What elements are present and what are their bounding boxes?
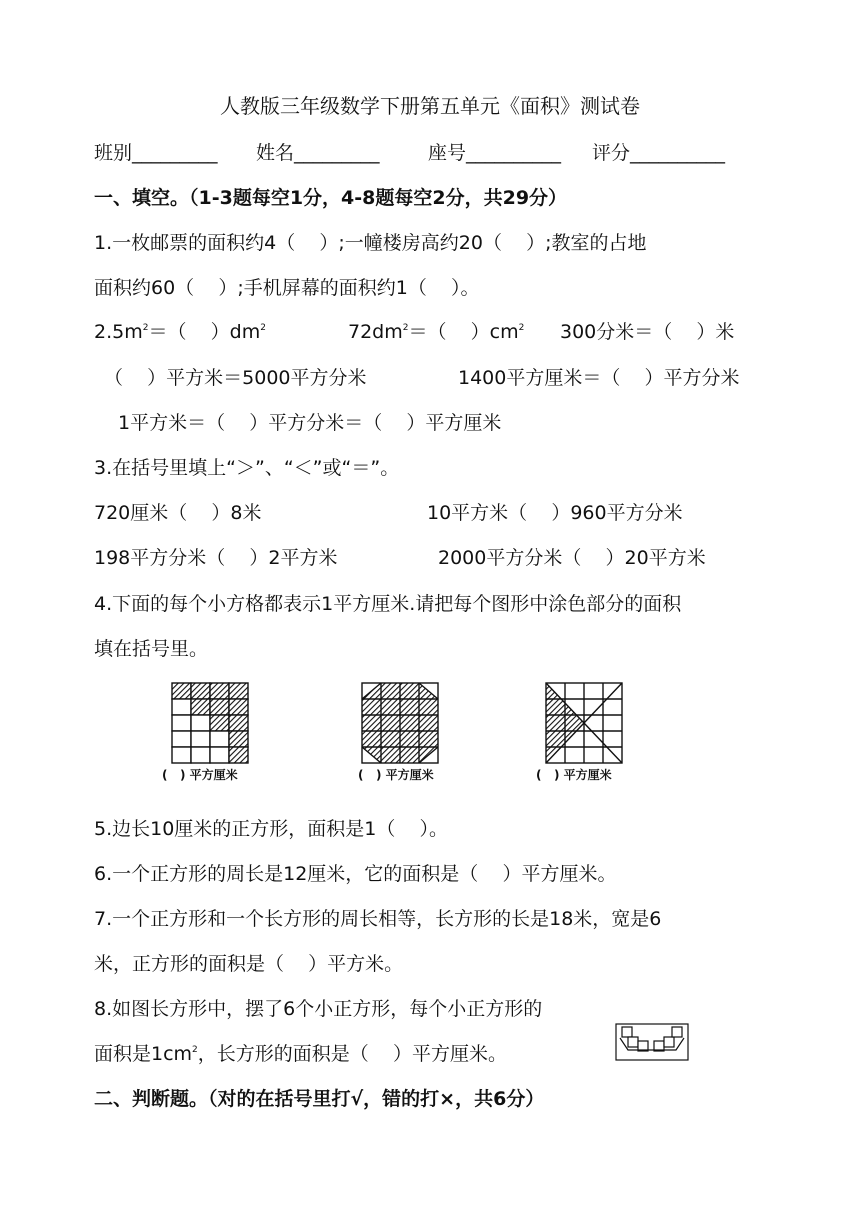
figure3-grid — [546, 683, 622, 763]
q2-b-post: ＝（ ）cm — [408, 321, 519, 343]
class-field: 班别_________ — [94, 142, 218, 164]
seat-field: 座号__________ — [428, 142, 562, 164]
q2-a-sup2: 2 — [260, 323, 266, 333]
q2-b-sup2: 2 — [518, 323, 525, 333]
figure3-caption: ( ) 平方厘米 — [536, 768, 612, 782]
q3-stem: 3.在括号里填上“＞”、“＜”或“＝”。 — [94, 457, 400, 479]
page-title: 人教版三年级数学下册第五单元《面积》测试卷 — [220, 94, 640, 118]
q2-b-sup: 2 — [402, 323, 409, 333]
q3-d: 2000平方分米（ ）20平方米 — [438, 547, 706, 569]
name-field: 姓名_________ — [256, 142, 380, 164]
q1-line1: 1.一枚邮票的面积约4（ ）;一幢楼房高约20（ ）;教室的占地 — [94, 232, 647, 254]
q6: 6.一个正方形的周长是12厘米，它的面积是（ ）平方厘米。 — [94, 863, 617, 885]
q4-line2: 填在括号里。 — [94, 638, 209, 660]
q2-a-post: ＝（ ）dm — [148, 321, 261, 343]
figure1-grid — [172, 683, 248, 763]
q8-line2-sup: 2 — [192, 1045, 198, 1055]
figure1-caption: ( ) 平方厘米 — [162, 768, 238, 782]
q5: 5.边长10厘米的正方形，面积是1（ ）。 — [94, 818, 449, 840]
figure2-caption: ( ) 平方厘米 — [358, 768, 434, 782]
q2-f: 1平方米＝（ ）平方分米＝（ ）平方厘米 — [118, 412, 502, 434]
q2-b — [348, 320, 524, 344]
q1-line2: 面积约60（ ）;手机屏幕的面积约1（ ）。 — [94, 277, 480, 299]
q7-line1: 7.一个正方形和一个长方形的周长相等，长方形的长是18米，宽是6 — [94, 908, 662, 930]
q8-line1: 8.如图长方形中，摆了6个小正方形，每个小正方形的 — [94, 998, 543, 1020]
q8-figure — [616, 1024, 688, 1060]
q2-e: 1400平方厘米＝（ ）平方分米 — [458, 367, 740, 389]
q3-b: 10平方米（ ）960平方分米 — [427, 502, 683, 524]
section2-heading: 二、判断题。（对的在括号里打√，错的打×，共6分） — [94, 1088, 545, 1110]
score-field: 评分__________ — [592, 142, 726, 164]
q3-a: 720厘米（ ）8米 — [94, 502, 262, 524]
q2-a — [94, 320, 266, 344]
q3-c: 198平方分米（ ）2平方米 — [94, 547, 338, 569]
q4-line1: 4.下面的每个小方格都表示1平方厘米.请把每个图形中涂色部分的面积 — [94, 593, 682, 615]
q2-c: 300分米＝（ ）米 — [560, 321, 735, 343]
section1-heading: 一、填空。（1-3题每空1分，4-8题每空2分，共29分） — [94, 187, 568, 209]
q7-line2: 米，正方形的面积是（ ）平方米。 — [94, 953, 404, 975]
q8-line2 — [94, 1042, 507, 1066]
q2-b-pre: 72dm — [348, 321, 403, 343]
q8-line2-pre: 面积是1cm — [94, 1043, 193, 1065]
q2-d: （ ）平方米＝5000平方分米 — [104, 367, 367, 389]
q2-a-pre: 2.5m — [94, 321, 143, 343]
q8-line2-post: ，长方形的面积是（ ）平方厘米。 — [197, 1043, 507, 1065]
q2-a-sup: 2 — [142, 323, 149, 333]
figure2-grid — [362, 683, 438, 763]
